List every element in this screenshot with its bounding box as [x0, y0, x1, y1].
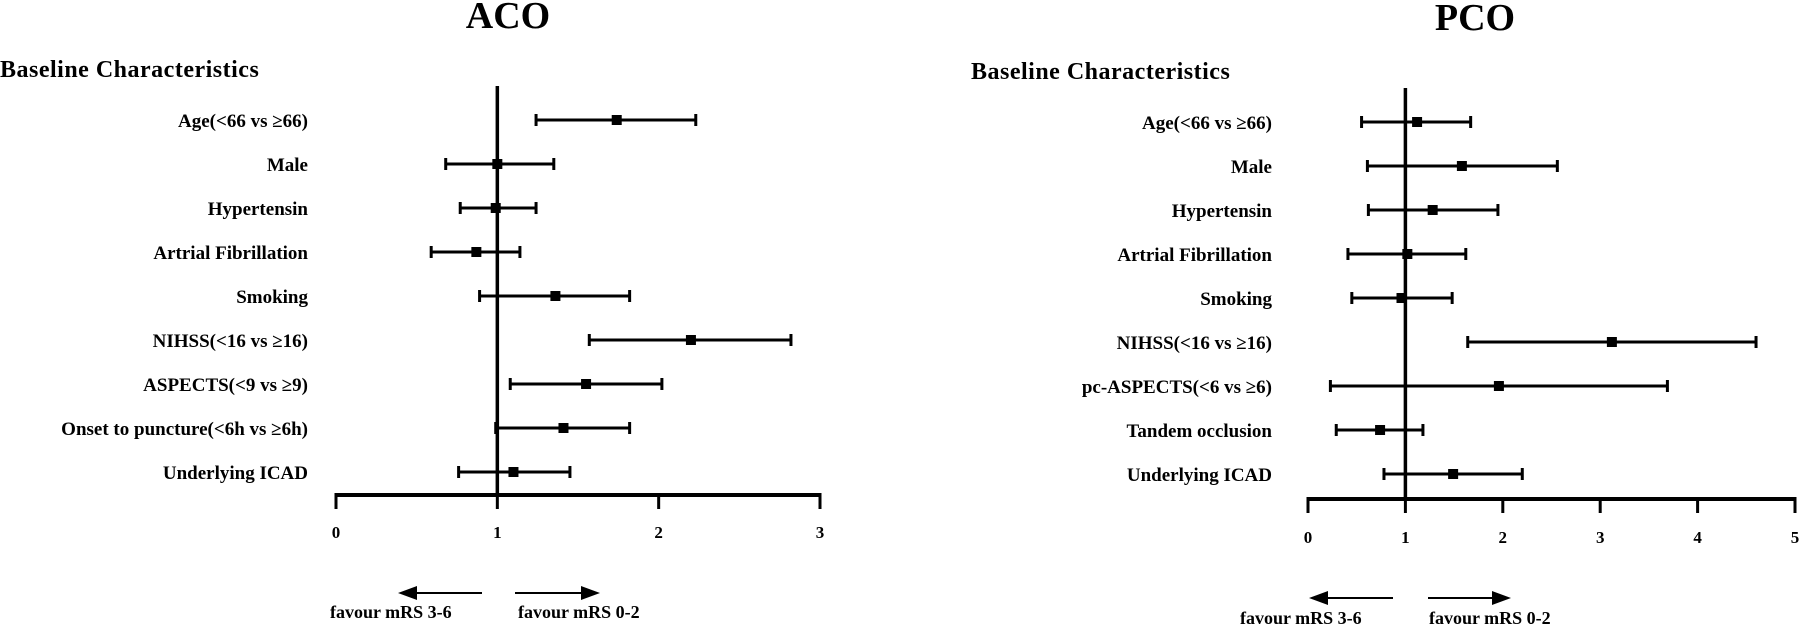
- pco-point-estimate: [1448, 469, 1458, 479]
- pco-x-tick-label: 1: [1401, 528, 1410, 547]
- pco-x-tick-label: 3: [1595, 528, 1605, 547]
- aco-row-label: Hypertensin: [207, 199, 308, 220]
- pco-row-label: Tandem occlusion: [1126, 421, 1272, 442]
- pco-row-label: Artrial Fibrillation: [1117, 245, 1272, 266]
- pco-section-label: Baseline Characteristics: [971, 59, 1231, 85]
- pco-forest-panel: [971, 0, 1799, 627]
- pco-row-label: Hypertensin: [1171, 201, 1272, 222]
- pco-point-estimate: [1457, 161, 1467, 171]
- aco-x-tick-label: 2: [654, 523, 663, 542]
- pco-point-estimate: [1375, 425, 1385, 435]
- pco-right-arrow-label: favour mRS 0-2: [1429, 608, 1551, 627]
- pco-x-tick-label: 0: [1303, 528, 1313, 547]
- pco-point-estimate: [1494, 381, 1504, 391]
- aco-x-axis: [332, 495, 825, 542]
- aco-left-arrow-label: favour mRS 3-6: [330, 602, 452, 622]
- aco-panel-title: ACO: [465, 0, 551, 37]
- aco-row-label: Underlying ICAD: [162, 463, 308, 484]
- aco-section-label: Baseline Characteristics: [0, 57, 260, 83]
- pco-point-estimate: [1428, 205, 1438, 215]
- aco-x-tick-label: 1: [493, 523, 502, 542]
- pco-row-label: Underlying ICAD: [1126, 465, 1272, 486]
- aco-rows: [61, 86, 791, 495]
- aco-point-estimate: [558, 423, 568, 433]
- pco-left-arrowhead: [1309, 591, 1328, 605]
- aco-row-label: Age(<66 vs ≥66): [178, 111, 308, 132]
- aco-direction-arrows: [330, 586, 640, 622]
- pco-point-estimate: [1607, 337, 1617, 347]
- pco-point-estimate: [1412, 117, 1422, 127]
- aco-point-estimate: [550, 291, 560, 301]
- pco-row-label: Male: [1230, 157, 1272, 178]
- aco-point-estimate: [612, 115, 622, 125]
- aco-point-estimate: [581, 379, 591, 389]
- pco-panel-title: PCO: [1434, 0, 1516, 39]
- aco-forest-panel: [0, 0, 824, 622]
- pco-row-label: Age(<66 vs ≥66): [1142, 113, 1272, 134]
- aco-point-estimate: [491, 203, 501, 213]
- aco-point-estimate: [508, 467, 518, 477]
- pco-row-label: pc-ASPECTS(<6 vs ≥6): [1081, 377, 1272, 398]
- aco-point-estimate: [492, 159, 502, 169]
- aco-row-label: Male: [266, 155, 308, 176]
- aco-x-tick-label: 0: [331, 523, 341, 542]
- pco-row-label: NIHSS(<16 vs ≥16): [1116, 333, 1272, 354]
- aco-x-tick-label: 3: [815, 523, 825, 542]
- pco-point-estimate: [1402, 249, 1412, 259]
- pco-x-tick-label: 2: [1498, 528, 1508, 547]
- pco-x-tick-label: 5: [1790, 528, 1800, 547]
- aco-row-label: ASPECTS(<9 vs ≥9): [143, 375, 308, 396]
- aco-row-label: NIHSS(<16 vs ≥16): [152, 331, 308, 352]
- pco-x-tick-label: 4: [1693, 528, 1702, 547]
- aco-point-estimate: [686, 335, 696, 345]
- pco-row-label: Smoking: [1200, 289, 1272, 310]
- aco-left-arrowhead: [398, 586, 417, 600]
- pco-rows: [1082, 88, 1756, 499]
- pco-x-axis: [1304, 499, 1800, 547]
- aco-right-arrow-label: favour mRS 0-2: [518, 602, 640, 622]
- pco-right-arrowhead: [1492, 591, 1511, 605]
- aco-row-label: Onset to puncture(<6h vs ≥6h): [61, 419, 308, 440]
- pco-left-arrow-label: favour mRS 3-6: [1240, 608, 1362, 627]
- pco-direction-arrows: [1240, 591, 1551, 627]
- aco-right-arrowhead: [581, 586, 600, 600]
- pco-point-estimate: [1397, 293, 1407, 303]
- aco-row-label: Smoking: [236, 287, 308, 308]
- aco-row-label: Artrial Fibrillation: [153, 243, 308, 264]
- aco-point-estimate: [471, 247, 481, 257]
